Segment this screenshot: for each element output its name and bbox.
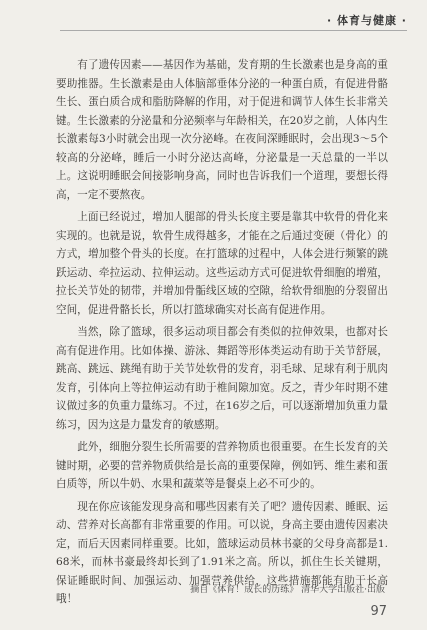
header-divider xyxy=(60,30,407,31)
paragraph: 当然，除了篮球，很多运动项目都会有类似的拉伸效果，也都对长高有促进作用。比如体操、游泳、舞蹈等形体类运动有助于关节舒展，跳高、跳远、跳绳有助于关节处软骨的发育，羽毛球、足球有利于肌肉发育，引体向上等拉伸运动有助于椎间隙加宽。反之，青少年时期不建议做过多的负重力量练习。不过，在16岁之后，可以逐渐增加负重力量练习，因为这是力量发育的敏感期。 xyxy=(56,326,388,431)
page-number: 97 xyxy=(370,604,387,619)
paragraph: 有了遗传因素——基因作为基础，发育期的生长激素也是身高的重要助推器。生长激素是由人体脑部垂体分泌的一种蛋白质，有促进骨骼生长、蛋白质合成和脂肪降解的作用，对于促进和调节人体生长非常关键。生长激素的分泌量和分泌频率与年龄相关，在20岁之前，人体内生长激素每3小时就会出现一次分泌峰。在夜间深睡眠时，会出现3～5个较高的分泌峰，睡后一小时分泌达高峰，分泌量是一天总量的一半以上。这说明睡眠会间接影响身高，同时也告诉我们一个道理，要想长得高，一定不要熬夜。 xyxy=(56,59,388,201)
article-body xyxy=(56,56,388,613)
paragraph: 上面已经说过，增加人腿部的骨头长度主要是靠其中软骨的骨化来实现的。也就是说，软骨生成得越多，才能在之后通过变硬（骨化）的方式，增加整个骨头的长度。在打篮球的过程中，人体会进行频繁的跳跃运动、牵拉运动、拉伸运动。这些运动方式可促进软骨细胞的增殖，拉长关节处的韧带，并增加骨骺线区域的空隙，给软骨细胞的分裂留出空间，促进骨骼长长，所以打篮球确实对长高有促进作用。 xyxy=(56,211,388,316)
paragraph: 此外，细胞分裂生长所需要的营养物质也很重要。在生长发育的关键时期，必要的营养物质供给是长高的重要保障，例如钙、维生素和蛋白质等，所以牛奶、水果和蔬菜等是餐桌上必不可少的。 xyxy=(56,441,388,490)
source-citation: 摘自《体育！成长的历练》 清华大学出版社·出版 xyxy=(190,585,385,595)
paragraph: 现在你应该能发现身高和哪些因素有关了吧？遗传因素、睡眠、运动、营养对长高都有非常重要的作用。可以说，身高主要由遗传因素决定，而后天因素同样重要。比如，篮球运动员林书豪的父母身高都是1.68米，而林书豪最终却长到了1.91米之高。所以，抓住生长关键期，保证睡眠时间、加强运动、加强营养供给，这些措施都能有助于长高哦！ xyxy=(56,500,388,605)
section-header: · 体育与健康 · xyxy=(326,14,407,27)
